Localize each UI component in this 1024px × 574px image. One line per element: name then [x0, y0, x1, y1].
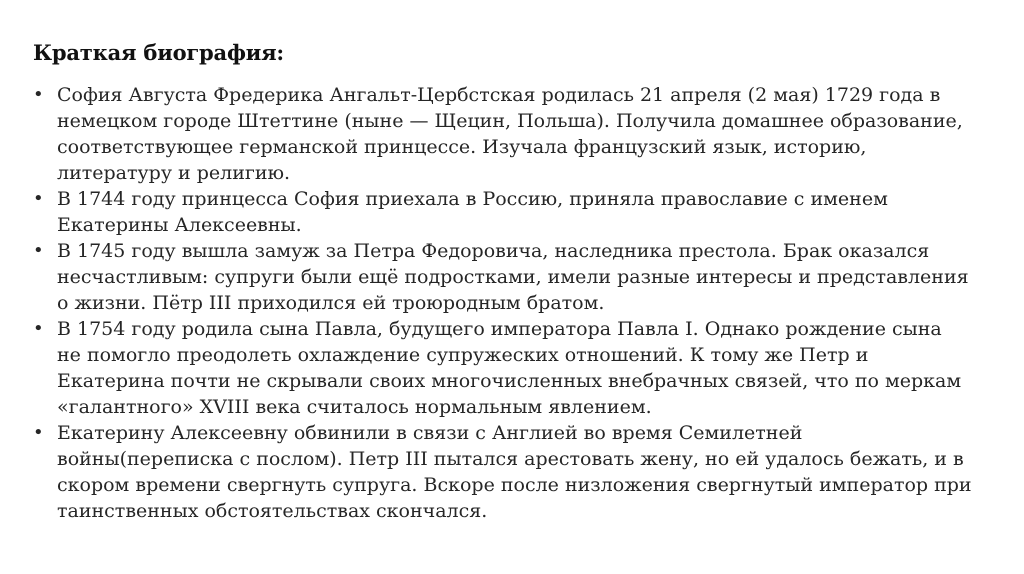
text-line: Екатерина почти не скрывали своих многочисленных внебрачных связей, что по меркам — [57, 370, 962, 392]
text-line: Екатерины Алексеевны. — [57, 214, 302, 236]
list-item-coup — [33, 420, 993, 524]
text-line: София Августа Фредерика Ангальт-Цербстская родилась 21 апреля (2 мая) 1729 года в — [57, 84, 941, 106]
list-item-son-pavel — [33, 316, 993, 420]
bullet-icon: • — [33, 188, 44, 209]
text-line: Екатерину Алексеевну обвинили в связи с Англией во время Семилетней — [57, 422, 803, 444]
text-line: о жизни. Пётр III приходился ей троюродным братом. — [57, 292, 605, 314]
bullet-icon: • — [33, 422, 44, 443]
text-line: скором времени свергнуть супруга. Вскоре после низложения свергнутый император при — [57, 474, 972, 496]
text-line: литературу и религию. — [57, 162, 291, 184]
text-line: В 1754 году родила сына Павла, будущего императора Павла I. Однако рождение сына — [57, 318, 942, 340]
list-item-arrival-russia — [33, 186, 993, 238]
text-line: В 1745 году вышла замуж за Петра Федоровича, наследника престола. Брак оказался — [57, 240, 930, 262]
text-line: соответствующее германской принцессе. Изучала французский язык, историю, — [57, 136, 867, 158]
text-line: таинственных обстоятельствах скончался. — [57, 500, 488, 522]
text-line: несчастливым: супруги были ещё подростками, имели разные интересы и представления — [57, 266, 969, 288]
list-item-birth-education — [33, 82, 993, 186]
text-line: войны(переписка с послом). Петр III пытался арестовать жену, но ей удалось бежать, и в — [57, 448, 964, 470]
slide-title: Краткая биография: — [33, 40, 284, 65]
text-line: немецком городе Штеттине (ныне — Щецин, Польша). Получила домашнее образование, — [57, 110, 963, 132]
text-line: не помогло преодолеть охлаждение супружеских отношений. К тому же Петр и — [57, 344, 869, 366]
bullet-icon: • — [33, 240, 44, 261]
text-line: В 1744 году принцесса София приехала в Россию, приняла православие с именем — [57, 188, 888, 210]
bullet-icon: • — [33, 84, 44, 105]
text-line: «галантного» XVIII века считалось нормальным явлением. — [57, 396, 652, 418]
list-item-marriage — [33, 238, 993, 316]
bullet-icon: • — [33, 318, 44, 339]
biography-list — [33, 82, 993, 524]
